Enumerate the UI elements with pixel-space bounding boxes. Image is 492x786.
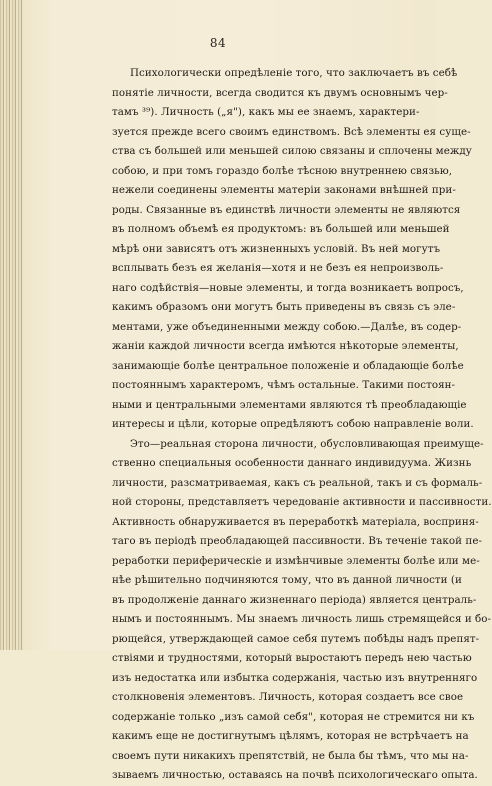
text-line: понятіе личности, всегда сводится къ двумъ основнымъ чер-	[112, 86, 448, 99]
text-line: въ продолженіе даннаго жизненнаго періода) является централь-	[112, 593, 477, 606]
text-line: реработки периферическіе и измѣнчивые элементы болѣе или ме-	[112, 554, 480, 567]
text-line: ментами, уже объединенными между собою.—Далѣе, въ содер-	[112, 320, 462, 333]
book-binding-edge	[0, 0, 24, 650]
text-line: нымъ и постояннымъ. Мы знаемъ личность лишь стремящейся и бо-	[112, 613, 492, 625]
text-line: личности, разсматриваемая, какъ съ реальной, такъ и съ формаль-	[112, 476, 483, 489]
text-line: какимъ образомъ они могутъ быть приведены въ связь съ эле-	[112, 301, 456, 313]
text-line: ствіями и трудностями, который выростаютъ передъ нею частью	[112, 652, 472, 664]
text-line: своемъ пути никакихъ препятствій, не была бы тѣмъ, что мы на-	[112, 749, 469, 762]
text-line: изъ недостатка или избытка содержанія, частью изъ внутренняго	[112, 671, 478, 684]
text-line: тамъ ³⁹). Личность („я"), какъ мы ее знаемъ, характери-	[112, 106, 420, 118]
text-line: зываемъ личностью, оставаясь на почвѣ психологическаго опыта.	[112, 769, 478, 781]
text-line: Психологически опредѣленіе того, что заключаетъ въ себѣ	[130, 67, 458, 79]
text-line: въ полномъ объемѣ ея продуктомъ: въ большей или меньшей	[112, 223, 450, 235]
text-line: ными и центральными элементами являются тѣ преобладающіе	[112, 398, 467, 411]
text-line: мѣрѣ они зависятъ отъ жизненныхъ условій. Въ ней могутъ	[112, 242, 441, 255]
text-line: нѣе рѣшительно подчиняются тому, что въ данной личности (и	[112, 574, 462, 586]
text-line: ства съ большей или меньшей силою связаны и сплочены между	[112, 145, 472, 157]
text-line: интересы и цѣли, которые опредѣляютъ собою направленіе воли.	[112, 418, 474, 430]
text-line: всплывать безъ ея желанія—хотя и не безъ ея непроизволь-	[112, 262, 444, 274]
text-line: наго содѣйствія—новые элементы, и тогда возникаетъ вопросъ,	[112, 281, 464, 294]
text-line: постояннымъ характеромъ, чѣмъ остальные. Такими постоян-	[112, 379, 456, 391]
text-line: жаніи каждой личности всегда имѣются нѣкоторые элементы,	[112, 340, 459, 352]
page-number: 84	[209, 36, 227, 50]
text-line: роды. Связанные въ единствѣ личности элементы не являются	[112, 203, 461, 216]
text-line: занимающіе болѣе центральное положеніе и обладающіе болѣе	[112, 359, 464, 372]
text-line: содержаніе только „изъ самой себя", которая не стремится ни къ	[112, 710, 475, 723]
text-line: рющейся, утверждающей самое себя путемъ побѣды надъ препят-	[112, 632, 480, 645]
text-line: столкновенія элементовъ. Личность, которая создаетъ все свое	[112, 691, 464, 703]
text-line: ной стороны, представляетъ чередованіе активности и пассивности.	[112, 496, 492, 508]
text-line: нежели соединены элементы матеріи законами внѣшней при-	[112, 184, 456, 196]
text-line: таго въ періодѣ преобладающей пассивности. Въ теченіе такой пе-	[112, 535, 482, 547]
text-line: зуется прежде всего своимъ единствомъ. Всѣ элементы ея суще-	[112, 125, 471, 138]
text-line: Это—реальная сторона личности, обусловливающая преимуще-	[130, 437, 484, 450]
body-text	[112, 64, 492, 786]
text-line: собою, и при томъ гораздо болѣе тѣсною внутреннею связью,	[112, 164, 453, 177]
text-line: Активность обнаруживается въ переработкѣ матеріала, восприня-	[112, 515, 479, 528]
text-line: какимъ еще не достигнутымъ цѣлямъ, которая не встрѣчаетъ на	[112, 730, 469, 742]
text-line: ственно специальныя особенности даннаго индивидуума. Жизнь	[112, 457, 472, 469]
